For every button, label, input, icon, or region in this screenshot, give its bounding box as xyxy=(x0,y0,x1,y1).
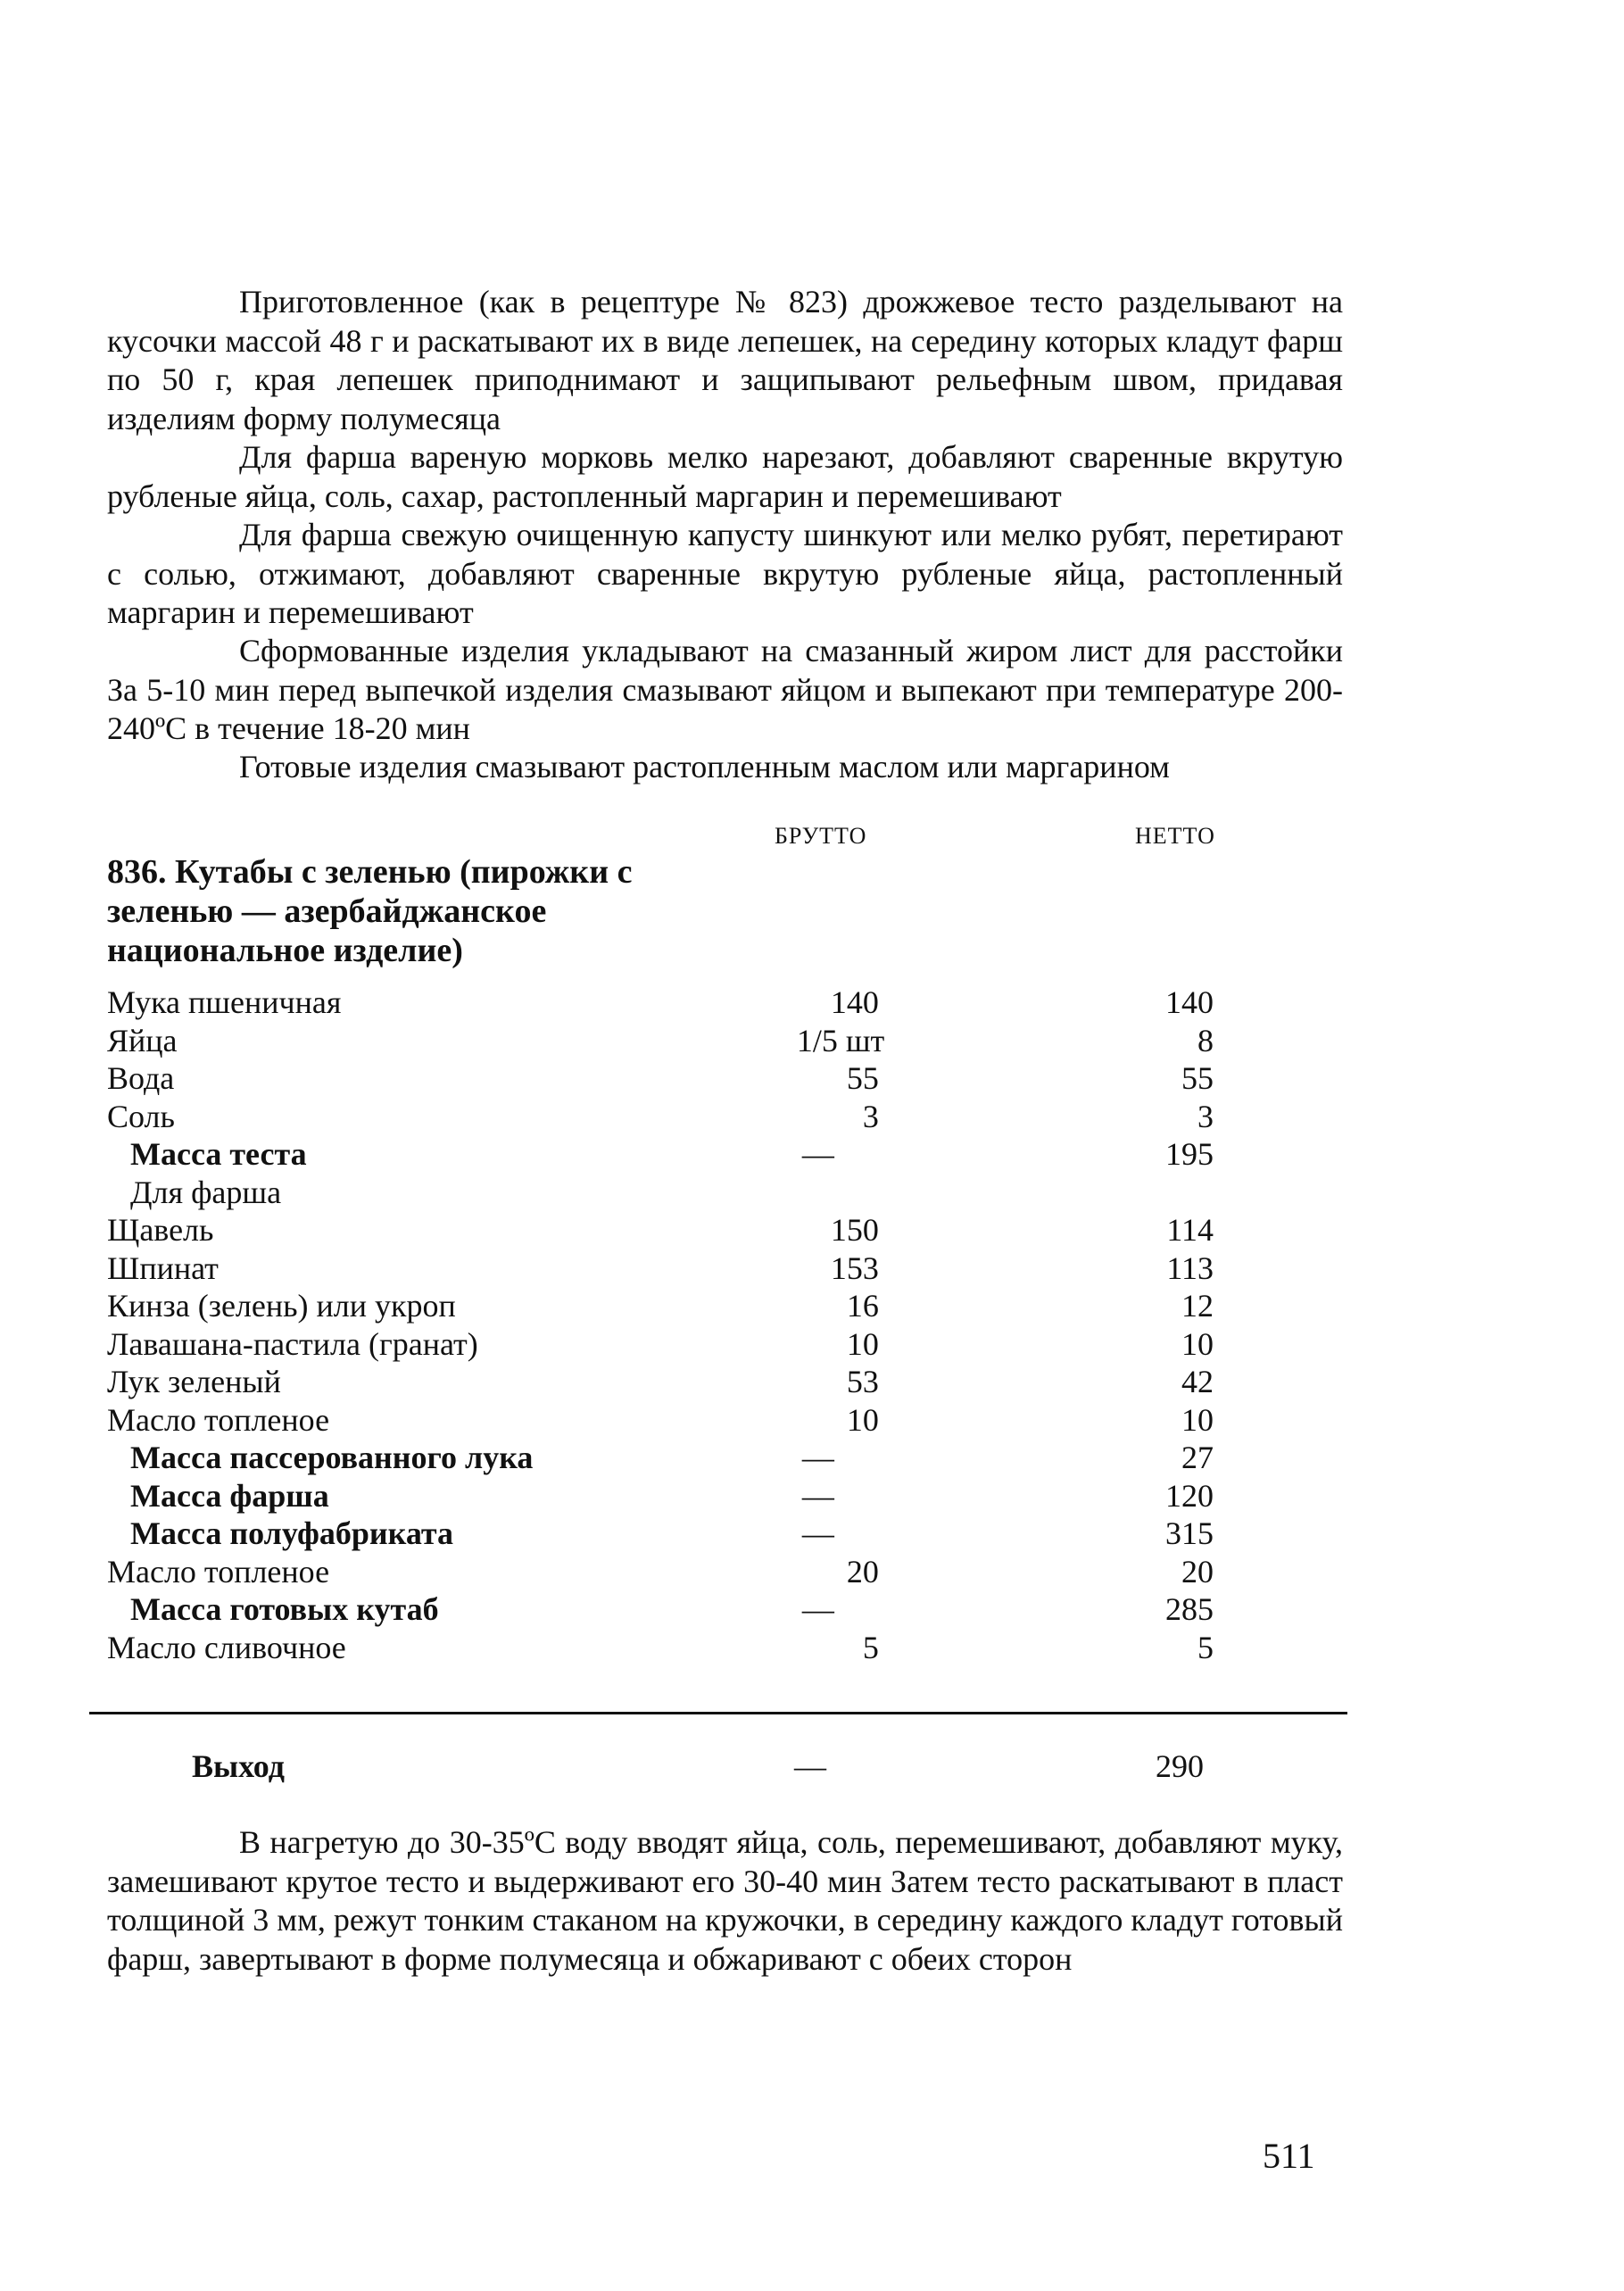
ingredient-name: Соль xyxy=(107,1098,175,1134)
paragraph-dough-method: В нагретую до 30-35ºС воду вводят яйца, соль, перемешивают, добавляют муку, замешивают крутое тесто и выдерживают его 30-40 мин Затем тесто раскатывают в пласт толщиной 3 мм, режут тонким стаканом на кружочки, в середину каждого кладут готовый фарш, завертывают в форме полумесяца и обжаривают с обеих сторон xyxy=(107,1824,1343,1977)
netto-value: 5 xyxy=(1197,1629,1214,1665)
netto-value: 42 xyxy=(1181,1364,1214,1399)
netto-value: 120 xyxy=(1165,1477,1214,1514)
yield-netto-value: 290 xyxy=(1156,1748,1204,1784)
paragraph-cabbage-filling: Для фарша свежую очищенную капусту шинкуют или мелко рубят, перетирают с солью, отжимают, добавляют сваренные вкрутую рубленые яйца, растопленный маргарин и перемешивают xyxy=(107,517,1343,630)
netto-value: 195 xyxy=(1165,1136,1214,1172)
table-row xyxy=(107,1211,1214,1249)
ingredients-table xyxy=(107,984,1214,1666)
brutto-value: 55 xyxy=(846,1060,879,1096)
subtotal-name: Масса готовых кутаб xyxy=(130,1591,439,1627)
paragraph-finishing: Готовые изделия смазывают растопленным маслом или маргарином xyxy=(239,749,1170,784)
netto-value: 27 xyxy=(1181,1440,1214,1475)
table-row xyxy=(107,984,1214,1022)
brutto-value: 10 xyxy=(846,1401,879,1438)
ingredient-name: Масло топленое xyxy=(107,1553,330,1590)
brutto-value: — xyxy=(801,1591,834,1627)
yield-label: Выход xyxy=(192,1748,285,1784)
table-row xyxy=(107,1249,1214,1288)
brutto-value: 10 xyxy=(846,1325,879,1362)
brutto-value: 16 xyxy=(846,1288,879,1324)
yield-brutto-value: — xyxy=(794,1748,826,1784)
brutto-value: — xyxy=(801,1477,834,1514)
table-row xyxy=(107,1363,1214,1401)
subtotal-name: Масса пассерованного лука xyxy=(130,1440,534,1475)
netto-value: 12 xyxy=(1181,1288,1214,1324)
ingredient-name: Вода xyxy=(107,1060,175,1096)
netto-value: 3 xyxy=(1197,1098,1214,1134)
brutto-value: 3 xyxy=(862,1098,879,1134)
paragraph-preparation: Приготовленное (как в рецептуре № 823) дрожжевое тесто разделывают на кусочки массой 48 г и раскатывают их в виде лепешек, на середину которых кладут фарш по 50 г, края лепешек приподнимают и защипывают рельефным швом, придавая изделиям форму полумесяца xyxy=(107,284,1343,436)
table-row xyxy=(107,1477,1214,1515)
brutto-value: 140 xyxy=(830,984,879,1020)
brutto-value: 150 xyxy=(830,1212,879,1248)
netto-value: 10 xyxy=(1181,1325,1214,1362)
table-row xyxy=(107,1059,1214,1098)
netto-value: 140 xyxy=(1165,984,1214,1020)
page-number: 511 xyxy=(1263,2136,1315,2176)
horizontal-rule xyxy=(89,1712,1347,1714)
subtotal-name: Масса фарша xyxy=(130,1477,329,1514)
ingredient-name: Шпинат xyxy=(107,1249,219,1286)
subtotal-name: Масса теста xyxy=(130,1136,307,1172)
table-row xyxy=(107,1439,1214,1477)
subtotal-name: Масса полуфабриката xyxy=(130,1515,454,1551)
column-header-brutto: БРУТТО xyxy=(775,823,867,849)
ingredient-name: Яйца xyxy=(107,1022,178,1058)
recipe-title: 836. Кутабы с зеленью (пирожки с зеленью — азербайджанское национальное изделие) xyxy=(107,853,633,969)
table-row xyxy=(107,1174,1214,1212)
brutto-value: — xyxy=(801,1515,834,1551)
brutto-value: 5 xyxy=(862,1629,879,1665)
netto-value: 55 xyxy=(1181,1060,1214,1096)
ingredient-name: Кинза (зелень) или укроп xyxy=(107,1288,456,1324)
brutto-value: 20 xyxy=(846,1553,879,1590)
ingredient-name: Лавашана-пастила (гранат) xyxy=(107,1325,478,1362)
netto-value: 20 xyxy=(1181,1553,1214,1590)
table-row xyxy=(107,1629,1214,1667)
netto-value: 10 xyxy=(1181,1401,1214,1438)
netto-value: 113 xyxy=(1166,1249,1214,1286)
paragraph-carrot-filling: Для фарша вареную морковь мелко нарезают, добавляют сваренные вкрутую рубленые яйца, соль, сахар, растопленный маргарин и перемешивают xyxy=(107,439,1343,514)
netto-value: 114 xyxy=(1166,1212,1214,1248)
netto-value: 285 xyxy=(1165,1591,1214,1627)
ingredient-name: Щавель xyxy=(107,1212,214,1248)
netto-value: 8 xyxy=(1197,1022,1214,1058)
ingredient-name: Масло сливочное xyxy=(107,1629,346,1665)
table-row xyxy=(107,1135,1214,1174)
brutto-value: — xyxy=(801,1136,834,1172)
brutto-value: — xyxy=(801,1440,834,1475)
table-row xyxy=(107,1401,1214,1440)
brutto-value: 53 xyxy=(846,1364,879,1399)
table-row xyxy=(107,1022,1214,1060)
table-row xyxy=(107,1325,1214,1364)
netto-value: 315 xyxy=(1165,1515,1214,1551)
table-row xyxy=(107,1515,1214,1553)
ingredient-name: Мука пшеничная xyxy=(107,984,342,1020)
ingredient-name: Масло топленое xyxy=(107,1401,330,1438)
section-label: Для фарша xyxy=(130,1174,282,1210)
ingredient-name: Лук зеленый xyxy=(107,1364,281,1399)
table-row xyxy=(107,1590,1214,1629)
paragraph-baking: Сформованные изделия укладывают на смазанный жиром лист для расстойки За 5-10 мин перед выпечкой изделия смазывают яйцом и выпекают при температуре 200-240ºС в течение 18-20 мин xyxy=(107,633,1343,746)
table-row xyxy=(107,1098,1214,1136)
table-row xyxy=(107,1287,1214,1325)
brutto-value: 1/5 шт xyxy=(796,1022,885,1058)
column-header-netto: НЕТТО xyxy=(1135,823,1215,849)
table-row xyxy=(107,1553,1214,1591)
brutto-value: 153 xyxy=(830,1249,879,1286)
